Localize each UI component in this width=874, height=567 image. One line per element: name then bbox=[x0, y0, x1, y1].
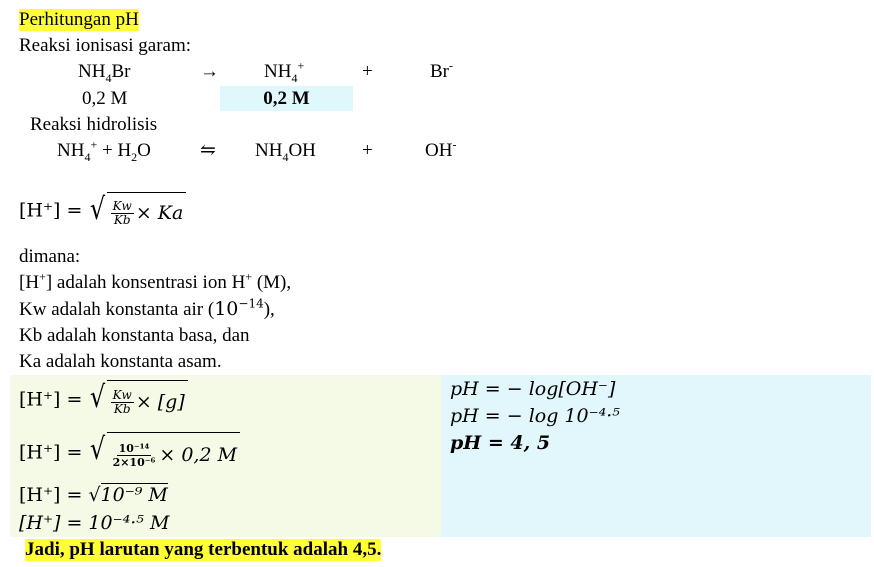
definition-hplus: [H+] adalah konsentrasi ion H+ (M), bbox=[19, 269, 292, 293]
ionization-conc-product: 0,2 M bbox=[220, 86, 353, 111]
ionization-reactant: $NH_4Br$ bbox=[78, 61, 131, 85]
hydrolysis-reactants: $NH_4^+ + H_2O$ bbox=[57, 137, 151, 164]
hydrolysis-product-hydroxide: OH- bbox=[425, 137, 457, 161]
definition-kw: Kw adalah konstanta air $(10^{-14})$, bbox=[19, 296, 275, 320]
ph-line-1: pH = − log[OH⁻] bbox=[450, 378, 616, 400]
definition-kb: Kb adalah konstanta basa, dan bbox=[19, 325, 250, 346]
calc-line-2: [H⁺] = √ $\frac{\text{10⁻¹⁴}}{\text{2×10⁻⁶}}$ × 0,2 M bbox=[19, 432, 240, 475]
definition-ka: Ka adalah konstanta asam. bbox=[19, 351, 222, 372]
calc-line-3: [H⁺] = √10⁻⁹ M bbox=[19, 484, 168, 506]
hplus-formula: [H⁺] = √ $\frac{Kw}{Kb}$ × Ka bbox=[19, 192, 186, 231]
hydrolysis-plus: + bbox=[362, 140, 373, 161]
ph-result: pH = 4, 5 bbox=[450, 432, 551, 454]
ionization-conc-reactant: 0,2 M bbox=[82, 88, 128, 109]
ionization-plus: + bbox=[362, 61, 373, 82]
hydrolysis-equilibrium-arrow: ⇋ bbox=[200, 140, 216, 161]
page-title: Perhitungan pH bbox=[19, 9, 139, 30]
ionization-product-bromide: Br- bbox=[430, 58, 453, 82]
calc-line-1: [H⁺] = √ $\frac{Kw}{Kb}$ × [g] bbox=[19, 380, 188, 421]
conclusion: Jadi, pH larutan yang terbentuk adalah 4,5. bbox=[25, 539, 382, 560]
ph-line-2: pH = − log 10⁻⁴·⁵ bbox=[450, 405, 620, 427]
calc-line-4: [H⁺] = 10⁻⁴·⁵ M bbox=[19, 512, 170, 534]
ionization-heading: Reaksi ionisasi garam: bbox=[19, 35, 192, 56]
definitions-intro: dimana: bbox=[19, 246, 81, 267]
ionization-arrow: → bbox=[200, 61, 219, 82]
ionization-product-ammonium: $NH_4^+$ bbox=[264, 58, 305, 85]
hydrolysis-heading: Reaksi hidrolisis bbox=[30, 114, 158, 135]
hydrolysis-product-nh4oh: $NH_4OH$ bbox=[255, 140, 316, 164]
